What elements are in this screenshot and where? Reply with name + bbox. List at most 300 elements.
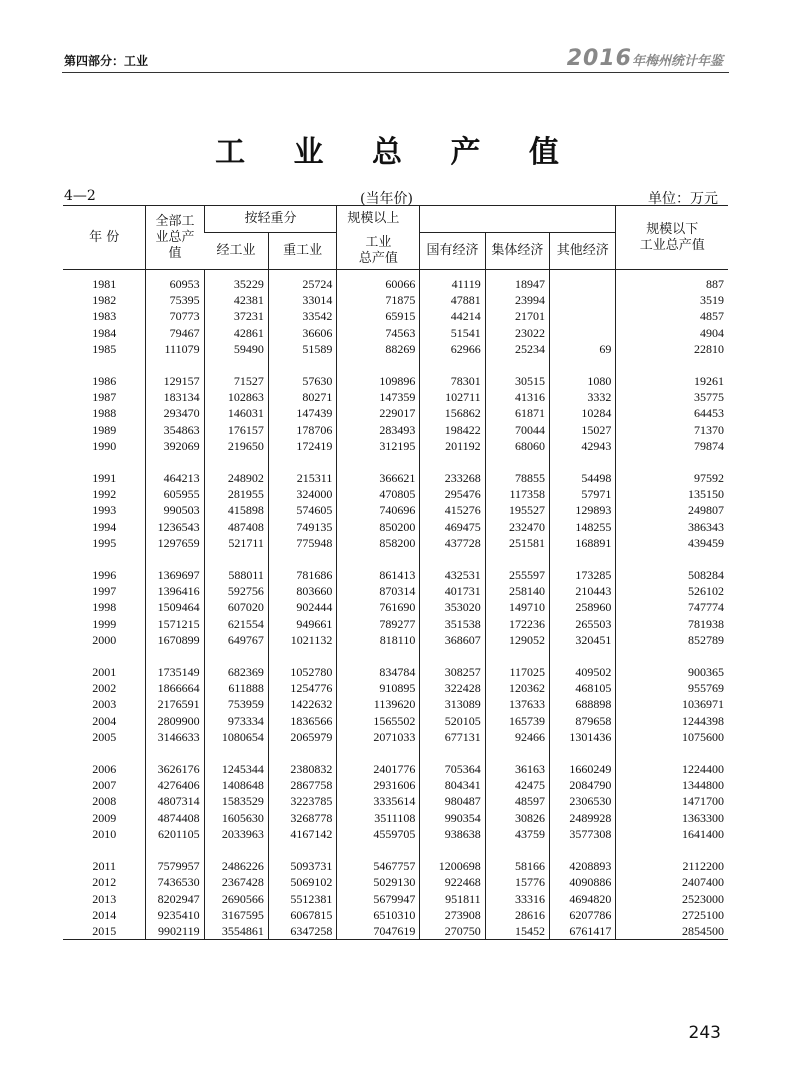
- year-cell: 2000: [92, 632, 117, 647]
- value-cell: 15452: [485, 923, 549, 940]
- value-cell: [550, 292, 616, 308]
- table-row: [63, 422, 728, 438]
- value-cell: 2931606: [337, 777, 420, 793]
- value-cell: 761690: [337, 599, 420, 615]
- value-cell: 781686: [268, 567, 336, 583]
- value-cell: 990354: [420, 810, 485, 826]
- year-cell: 1983: [92, 309, 117, 324]
- value-cell: [550, 325, 616, 341]
- year-cell: 2015: [63, 923, 146, 940]
- value-cell: 804341: [420, 777, 485, 793]
- table-row: [63, 826, 728, 842]
- value-cell: 146031: [204, 405, 268, 421]
- value-cell: 117025: [485, 664, 549, 680]
- value-cell: 1396416: [146, 583, 204, 599]
- value-cell: 870314: [337, 583, 420, 599]
- value-cell: 210443: [550, 583, 616, 599]
- value-cell: 44214: [420, 308, 485, 324]
- value-cell: 902444: [268, 599, 336, 615]
- value-cell: 464213: [146, 470, 204, 486]
- value-cell: 320451: [550, 632, 616, 648]
- value-cell: 1670899: [146, 632, 204, 648]
- table-row: [63, 373, 728, 389]
- yearbook-header: [567, 46, 723, 71]
- table-row: [63, 292, 728, 308]
- value-cell: 3511108: [337, 810, 420, 826]
- value-cell: 42861: [204, 325, 268, 341]
- value-cell: 938638: [420, 826, 485, 842]
- value-cell: 71527: [204, 373, 268, 389]
- table-row: [63, 405, 728, 421]
- value-cell: 293470: [146, 405, 204, 421]
- value-cell: 58166: [485, 858, 549, 874]
- value-cell: 6510310: [337, 907, 420, 923]
- value-cell: 4904: [616, 325, 728, 341]
- value-cell: 1244398: [616, 713, 728, 729]
- value-cell: 25234: [485, 341, 549, 357]
- year-cell: 2010: [92, 826, 117, 841]
- year-cell: 2008: [92, 794, 117, 809]
- value-cell: 574605: [268, 502, 336, 518]
- yearbook-year: 2016: [566, 46, 632, 71]
- group-spacer: [63, 745, 728, 761]
- table-row: [63, 438, 728, 454]
- value-cell: 3332: [550, 389, 616, 405]
- year-cell: 1989: [92, 422, 117, 437]
- value-cell: 6761417: [550, 923, 616, 940]
- value-cell: 51541: [420, 325, 485, 341]
- table-row: [63, 486, 728, 502]
- value-cell: 1583529: [204, 793, 268, 809]
- value-cell: 887: [616, 270, 728, 293]
- value-cell: 5069102: [268, 874, 336, 890]
- value-cell: 3554861: [204, 923, 268, 940]
- value-cell: 2725100: [616, 907, 728, 923]
- col-header-state: 国有经济: [420, 233, 485, 270]
- year-cell: 2009: [92, 810, 117, 825]
- value-cell: 69: [550, 341, 616, 357]
- value-cell: 64453: [616, 405, 728, 421]
- value-cell: 48597: [485, 793, 549, 809]
- value-cell: 74563: [337, 325, 420, 341]
- value-cell: 322428: [420, 680, 485, 696]
- year-cell: 1996: [92, 568, 117, 583]
- value-cell: 3519: [616, 292, 728, 308]
- value-cell: 409502: [550, 664, 616, 680]
- value-cell: 1036971: [616, 696, 728, 712]
- year-cell: 1987: [92, 390, 117, 405]
- value-cell: 607020: [204, 599, 268, 615]
- value-cell: 4276406: [146, 777, 204, 793]
- year-cell: 2004: [92, 713, 117, 728]
- value-cell: 1571215: [146, 616, 204, 632]
- value-cell: 900365: [616, 664, 728, 680]
- value-cell: 195527: [485, 502, 549, 518]
- value-cell: 42381: [204, 292, 268, 308]
- year-cell: 1988: [92, 406, 117, 421]
- table-row: [63, 793, 728, 809]
- value-cell: 4167142: [268, 826, 336, 842]
- value-cell: 437728: [420, 535, 485, 551]
- table-row: [63, 341, 728, 357]
- value-cell: 4559705: [337, 826, 420, 842]
- value-cell: 15776: [485, 874, 549, 890]
- value-cell: 88269: [337, 341, 420, 357]
- value-cell: 1836566: [268, 713, 336, 729]
- value-cell: 753959: [204, 696, 268, 712]
- value-cell: 2867758: [268, 777, 336, 793]
- value-cell: 70044: [485, 422, 549, 438]
- table-row: [63, 583, 728, 599]
- value-cell: 2033963: [204, 826, 268, 842]
- value-cell: 92466: [485, 729, 549, 745]
- value-cell: 2071033: [337, 729, 420, 745]
- value-cell: 42475: [485, 777, 549, 793]
- value-cell: 6347258: [268, 923, 336, 940]
- table-number: 4—2: [64, 188, 96, 204]
- value-cell: 295476: [420, 486, 485, 502]
- value-cell: 469475: [420, 519, 485, 535]
- value-cell: 129052: [485, 632, 549, 648]
- value-cell: 3577308: [550, 826, 616, 842]
- value-cell: 10284: [550, 405, 616, 421]
- value-cell: 834784: [337, 664, 420, 680]
- year-cell: 2001: [92, 665, 117, 680]
- value-cell: 8202947: [146, 891, 204, 907]
- year-cell: 2007: [92, 778, 117, 793]
- value-cell: 6201105: [146, 826, 204, 842]
- value-cell: 392069: [146, 438, 204, 454]
- year-cell: 1981: [92, 277, 117, 291]
- table-row: [63, 810, 728, 826]
- value-cell: 401731: [420, 583, 485, 599]
- year-cell: 1986: [92, 374, 117, 389]
- year-cell: 1990: [92, 438, 117, 453]
- value-cell: 949661: [268, 616, 336, 632]
- year-cell: 1998: [92, 600, 117, 615]
- value-cell: 75395: [146, 292, 204, 308]
- value-cell: 2112200: [616, 858, 728, 874]
- value-cell: 2380832: [268, 761, 336, 777]
- value-cell: 1301436: [550, 729, 616, 745]
- value-cell: 78301: [420, 373, 485, 389]
- value-cell: 2523000: [616, 891, 728, 907]
- value-cell: 789277: [337, 616, 420, 632]
- value-cell: 65915: [337, 308, 420, 324]
- col-header-collective: 集体经济: [485, 233, 549, 270]
- value-cell: 42943: [550, 438, 616, 454]
- table-row: [63, 616, 728, 632]
- value-cell: 1080654: [204, 729, 268, 745]
- value-cell: 922468: [420, 874, 485, 890]
- col-header-above-total-line1: 工业: [365, 234, 392, 250]
- value-cell: 33316: [485, 891, 549, 907]
- value-cell: 1021132: [268, 632, 336, 648]
- value-cell: 2854500: [616, 923, 728, 940]
- table-row: [63, 519, 728, 535]
- page-title: 工 业 总 产 值: [215, 135, 578, 170]
- value-cell: 71370: [616, 422, 728, 438]
- value-cell: 57630: [268, 373, 336, 389]
- value-cell: 36606: [268, 325, 336, 341]
- page-number: 243: [688, 1023, 721, 1043]
- value-cell: 165739: [485, 713, 549, 729]
- value-cell: 747774: [616, 599, 728, 615]
- value-cell: 682369: [204, 664, 268, 680]
- table-row: [63, 907, 728, 923]
- col-header-below: [616, 206, 728, 270]
- value-cell: 23994: [485, 292, 549, 308]
- value-cell: 1641400: [616, 826, 728, 842]
- value-cell: 2407400: [616, 874, 728, 890]
- table-row: [63, 923, 728, 940]
- value-cell: 6207786: [550, 907, 616, 923]
- value-cell: 2401776: [337, 761, 420, 777]
- value-cell: 470805: [337, 486, 420, 502]
- value-cell: 2065979: [268, 729, 336, 745]
- value-cell: 281955: [204, 486, 268, 502]
- value-cell: 25724: [268, 270, 336, 293]
- value-cell: 973334: [204, 713, 268, 729]
- value-cell: 232470: [485, 519, 549, 535]
- table-row: [63, 680, 728, 696]
- value-cell: 265503: [550, 616, 616, 632]
- value-cell: 4694820: [550, 891, 616, 907]
- col-header-above-total: [337, 233, 420, 270]
- value-cell: 2486226: [204, 858, 268, 874]
- col-header-total-line3: 值: [168, 245, 182, 261]
- value-cell: 520105: [420, 713, 485, 729]
- value-cell: 351538: [420, 616, 485, 632]
- value-cell: 215311: [268, 470, 336, 486]
- value-cell: 71875: [337, 292, 420, 308]
- value-cell: 354863: [146, 422, 204, 438]
- value-cell: 1224400: [616, 761, 728, 777]
- yearbook-name: 年梅州统计年鉴: [631, 54, 723, 69]
- value-cell: 2367428: [204, 874, 268, 890]
- table-row: [63, 567, 728, 583]
- group-spacer: [63, 842, 728, 858]
- value-cell: 818110: [337, 632, 420, 648]
- value-cell: 1254776: [268, 680, 336, 696]
- table-row: [63, 535, 728, 551]
- value-cell: 439459: [616, 535, 728, 551]
- value-cell: 3268778: [268, 810, 336, 826]
- table-row: [63, 729, 728, 745]
- value-cell: 353020: [420, 599, 485, 615]
- value-cell: 2084790: [550, 777, 616, 793]
- value-cell: 1422632: [268, 696, 336, 712]
- value-cell: 850200: [337, 519, 420, 535]
- value-cell: 910895: [337, 680, 420, 696]
- value-cell: 102863: [204, 389, 268, 405]
- value-cell: 1369697: [146, 567, 204, 583]
- group-spacer: [63, 357, 728, 373]
- value-cell: 688898: [550, 696, 616, 712]
- value-cell: 258140: [485, 583, 549, 599]
- value-cell: 368607: [420, 632, 485, 648]
- value-cell: 37231: [204, 308, 268, 324]
- value-cell: 248902: [204, 470, 268, 486]
- value-cell: 313089: [420, 696, 485, 712]
- value-cell: 41119: [420, 270, 485, 293]
- value-cell: 33542: [268, 308, 336, 324]
- value-cell: 21701: [485, 308, 549, 324]
- unit-label: 单位：万元: [648, 191, 718, 207]
- value-cell: 283493: [337, 422, 420, 438]
- value-cell: 1080: [550, 373, 616, 389]
- industrial-output-table: [63, 205, 728, 940]
- year-cell: 2005: [92, 729, 117, 744]
- col-header-total: [146, 206, 204, 270]
- value-cell: 1344800: [616, 777, 728, 793]
- table-row: [63, 599, 728, 615]
- value-cell: 60953: [146, 270, 204, 293]
- year-cell: 1999: [92, 616, 117, 631]
- value-cell: 233268: [420, 470, 485, 486]
- col-header-light-heavy: 按轻重分: [204, 206, 337, 233]
- value-cell: 28616: [485, 907, 549, 923]
- value-cell: 781938: [616, 616, 728, 632]
- col-header-total-line1: 全部工: [155, 213, 195, 229]
- value-cell: 951811: [420, 891, 485, 907]
- value-cell: 6067815: [268, 907, 336, 923]
- year-cell: 2012: [92, 875, 117, 890]
- value-cell: 1297659: [146, 535, 204, 551]
- value-cell: 3335614: [337, 793, 420, 809]
- value-cell: 749135: [268, 519, 336, 535]
- year-cell: 2014: [92, 907, 117, 922]
- table-row: [63, 696, 728, 712]
- value-cell: 605955: [146, 486, 204, 502]
- value-cell: 1471700: [616, 793, 728, 809]
- value-cell: 255597: [485, 567, 549, 583]
- price-note: (当年价): [360, 191, 413, 207]
- value-cell: 109896: [337, 373, 420, 389]
- table-row: [63, 858, 728, 874]
- col-header-above-total-line2: 总产值: [358, 250, 398, 266]
- table-row: [63, 874, 728, 890]
- year-cell: 1982: [92, 293, 117, 308]
- value-cell: 1200698: [420, 858, 485, 874]
- table-row: [63, 777, 728, 793]
- value-cell: 102711: [420, 389, 485, 405]
- group-spacer: [63, 648, 728, 664]
- value-cell: 592756: [204, 583, 268, 599]
- value-cell: 176157: [204, 422, 268, 438]
- year-cell: 1985: [92, 341, 117, 356]
- group-spacer: [63, 551, 728, 567]
- value-cell: 740696: [337, 502, 420, 518]
- table-body: [63, 270, 728, 940]
- value-cell: 308257: [420, 664, 485, 680]
- value-cell: 861413: [337, 567, 420, 583]
- col-header-below-line1: 规模以下: [646, 221, 699, 237]
- value-cell: 249807: [616, 502, 728, 518]
- value-cell: 251581: [485, 535, 549, 551]
- value-cell: 60066: [337, 270, 420, 293]
- value-cell: [550, 270, 616, 293]
- value-cell: 621554: [204, 616, 268, 632]
- value-cell: 79874: [616, 438, 728, 454]
- value-cell: 775948: [268, 535, 336, 551]
- value-cell: 35775: [616, 389, 728, 405]
- value-cell: 508284: [616, 567, 728, 583]
- value-cell: 858200: [337, 535, 420, 551]
- value-cell: 3167595: [204, 907, 268, 923]
- value-cell: 366621: [337, 470, 420, 486]
- section-header: 第四部分：工业: [64, 54, 149, 68]
- value-cell: 149710: [485, 599, 549, 615]
- value-cell: 1735149: [146, 664, 204, 680]
- col-header-above: 规模以上: [337, 206, 420, 233]
- value-cell: 198422: [420, 422, 485, 438]
- value-cell: 324000: [268, 486, 336, 502]
- value-cell: 22810: [616, 341, 728, 357]
- table-row: [63, 891, 728, 907]
- value-cell: 59490: [204, 341, 268, 357]
- value-cell: 172236: [485, 616, 549, 632]
- value-cell: 135150: [616, 486, 728, 502]
- table-row: [63, 664, 728, 680]
- value-cell: 117358: [485, 486, 549, 502]
- value-cell: 1509464: [146, 599, 204, 615]
- value-cell: 2306530: [550, 793, 616, 809]
- value-cell: 61871: [485, 405, 549, 421]
- value-cell: 156862: [420, 405, 485, 421]
- value-cell: 879658: [550, 713, 616, 729]
- year-cell: 1991: [92, 471, 117, 486]
- value-cell: 120362: [485, 680, 549, 696]
- value-cell: 649767: [204, 632, 268, 648]
- value-cell: 111079: [146, 341, 204, 357]
- value-cell: 312195: [337, 438, 420, 454]
- value-cell: 5679947: [337, 891, 420, 907]
- value-cell: 70773: [146, 308, 204, 324]
- col-header-total-line2: 业总产: [155, 229, 195, 245]
- value-cell: 33014: [268, 292, 336, 308]
- value-cell: 4874408: [146, 810, 204, 826]
- value-cell: 1236543: [146, 519, 204, 535]
- value-cell: 4857: [616, 308, 728, 324]
- table-row: [63, 325, 728, 341]
- header-rule: [62, 72, 729, 73]
- value-cell: 273908: [420, 907, 485, 923]
- value-cell: 3146633: [146, 729, 204, 745]
- col-header-heavy: 重工业: [268, 233, 336, 270]
- value-cell: 468105: [550, 680, 616, 696]
- value-cell: 147359: [337, 389, 420, 405]
- value-cell: 4208893: [550, 858, 616, 874]
- value-cell: 219650: [204, 438, 268, 454]
- table-row: [63, 713, 728, 729]
- value-cell: 487408: [204, 519, 268, 535]
- value-cell: 47881: [420, 292, 485, 308]
- value-cell: 852789: [616, 632, 728, 648]
- value-cell: 432531: [420, 567, 485, 583]
- year-cell: 1995: [92, 535, 117, 550]
- table-row: [63, 270, 728, 293]
- value-cell: 129157: [146, 373, 204, 389]
- value-cell: 178706: [268, 422, 336, 438]
- value-cell: 68060: [485, 438, 549, 454]
- value-cell: 23022: [485, 325, 549, 341]
- value-cell: 526102: [616, 583, 728, 599]
- year-cell: 2006: [92, 762, 117, 777]
- value-cell: 1408648: [204, 777, 268, 793]
- table-row: [63, 389, 728, 405]
- value-cell: 4807314: [146, 793, 204, 809]
